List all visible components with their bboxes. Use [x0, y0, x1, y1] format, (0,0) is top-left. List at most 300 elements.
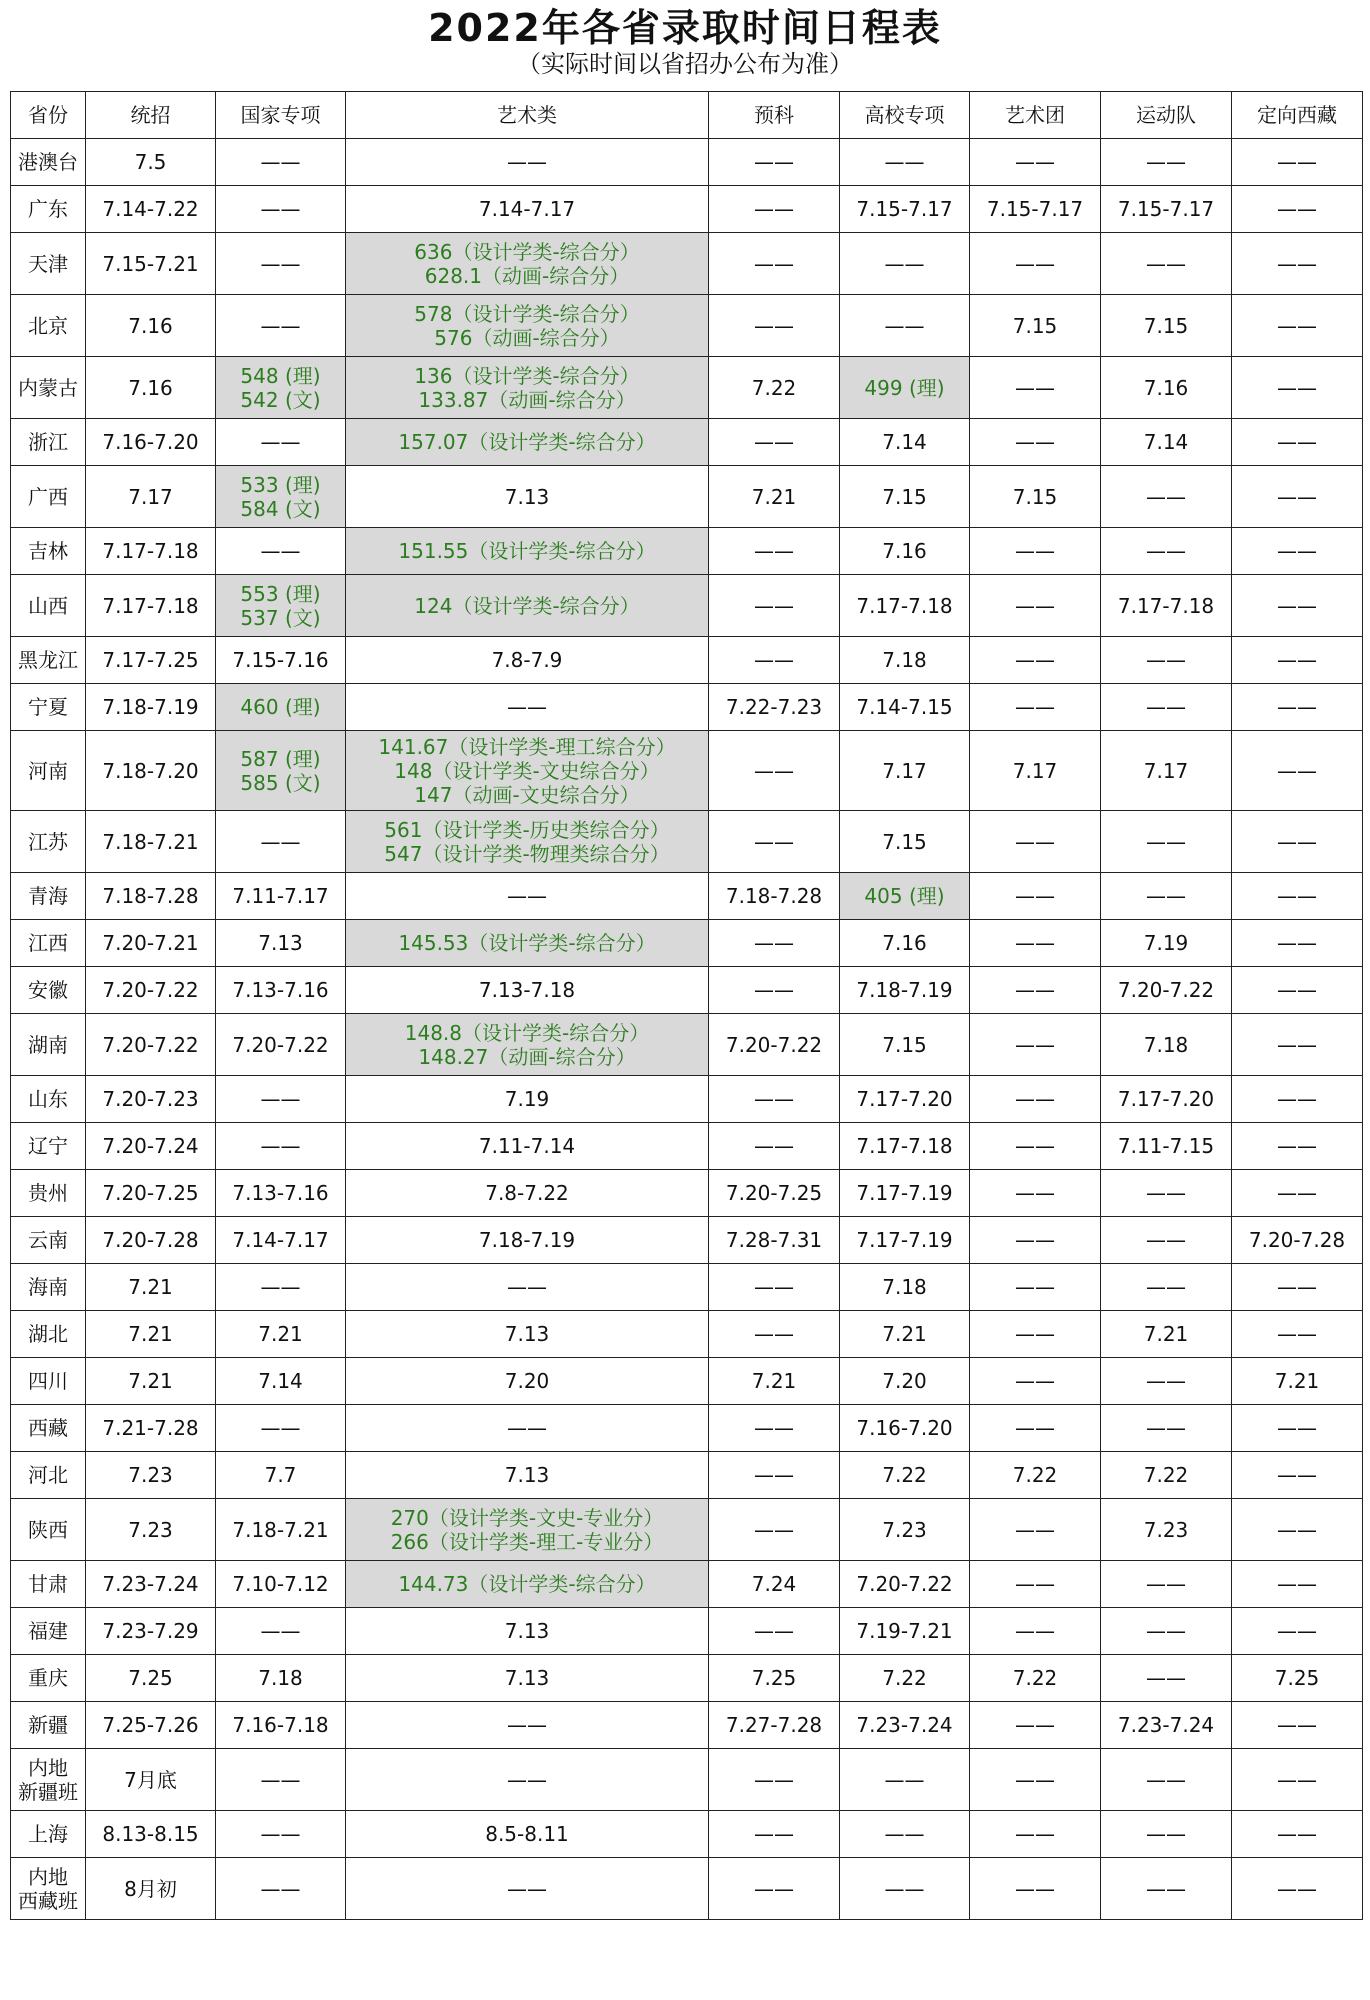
tibet-directed-cell	[1232, 1858, 1363, 1920]
general-cell	[86, 731, 216, 811]
tibet-directed-cell	[1232, 637, 1363, 684]
national-special-cell	[216, 1608, 346, 1655]
university-special-cell	[840, 295, 970, 357]
national-special-cell	[216, 967, 346, 1014]
cell-text: ——	[1015, 1228, 1055, 1252]
cell-text: ——	[1277, 1087, 1317, 1111]
cell-text: 7.20-7.22	[725, 1032, 823, 1057]
cell-text: ——	[754, 1322, 794, 1346]
table-body	[11, 139, 1363, 1920]
province-name: 四川	[28, 1369, 68, 1393]
general-cell	[86, 1217, 216, 1264]
cell-text: 7.27-7.28	[725, 1713, 823, 1737]
cell-text: ——	[1277, 1572, 1317, 1596]
cell-text: ——	[1277, 430, 1317, 454]
cell-text: 7.14-7.15	[856, 695, 953, 719]
province-cell	[11, 1561, 86, 1608]
cell-text: 7.15	[882, 1032, 927, 1057]
art-troupe-cell	[970, 233, 1101, 295]
general-cell	[86, 1123, 216, 1170]
preparatory-cell	[709, 1014, 840, 1076]
cell-text: 7.7	[264, 1463, 297, 1487]
cell-text: 7.16	[1143, 375, 1189, 400]
general-cell	[86, 233, 216, 295]
cell-text: ——	[1277, 539, 1317, 563]
general-cell	[86, 1811, 216, 1858]
cell-text: 7.22	[1012, 1463, 1058, 1487]
cell-text: ——	[1277, 884, 1317, 908]
preparatory-cell	[709, 1123, 840, 1170]
national-special-cell	[216, 1499, 346, 1561]
cell-text: 7.17-7.19	[856, 1228, 953, 1252]
cell-text: ——	[1146, 1666, 1186, 1690]
table-row	[11, 1452, 1363, 1499]
tibet-directed-cell	[1232, 1170, 1363, 1217]
cell-text: 7.8-7.22	[485, 1181, 569, 1205]
national-special-cell	[216, 357, 346, 419]
cell-text: 7.23	[1143, 1517, 1189, 1542]
art-troupe-cell	[970, 1076, 1101, 1123]
province-cell	[11, 1702, 86, 1749]
cell-text: 7.23-7.24	[1117, 1713, 1215, 1737]
general-cell	[86, 419, 216, 466]
general-cell	[86, 295, 216, 357]
cell-text: ——	[754, 978, 794, 1002]
cell-text: 7.23	[128, 1463, 173, 1487]
cell-text: 270（设计学类-文史-专业分）	[390, 1505, 664, 1530]
sports-team-cell	[1101, 1858, 1232, 1920]
cell-text: ——	[1277, 313, 1317, 338]
cell-text: ——	[1015, 978, 1055, 1002]
university-special-cell	[840, 1608, 970, 1655]
arts-cell	[346, 295, 709, 357]
cell-text: ——	[1015, 1322, 1055, 1346]
national-special-cell	[216, 295, 346, 357]
tibet-directed-cell	[1232, 1123, 1363, 1170]
university-special-cell	[840, 1217, 970, 1264]
general-cell	[86, 1858, 216, 1920]
cell-text: ——	[1015, 593, 1055, 618]
cell-text: ——	[1146, 484, 1186, 509]
cell-text: 405 (理)	[864, 884, 945, 908]
arts-cell	[346, 811, 709, 873]
national-special-cell	[216, 684, 346, 731]
cell-text: 584 (文)	[240, 496, 321, 521]
cell-text: 7.20-7.28	[102, 1228, 199, 1252]
province-cell	[11, 466, 86, 528]
cell-text: 7.18-7.19	[856, 978, 953, 1002]
national-special-cell	[216, 139, 346, 186]
cell-text: ——	[1277, 1134, 1317, 1158]
cell-text: 7.20-7.22	[1117, 978, 1215, 1002]
preparatory-cell	[709, 1358, 840, 1405]
cell-text: 7.15-7.17	[856, 197, 953, 221]
general-cell	[86, 637, 216, 684]
cell-text: 148.27（动画-综合分）	[418, 1044, 636, 1069]
art-troupe-cell	[970, 1608, 1101, 1655]
cell-text: ——	[1015, 150, 1055, 174]
province-cell	[11, 528, 86, 575]
cell-text: 7.25	[751, 1666, 797, 1690]
cell-text: 133.87（动画-综合分）	[418, 387, 636, 412]
province-cell	[11, 233, 86, 295]
art-troupe-cell	[970, 575, 1101, 637]
tibet-directed-cell	[1232, 1655, 1363, 1702]
cell-text: ——	[1277, 1322, 1317, 1346]
university-special-cell	[840, 1123, 970, 1170]
cell-text: ——	[507, 1876, 547, 1901]
cell-text: ——	[754, 150, 794, 174]
art-troupe-cell	[970, 684, 1101, 731]
province-cell	[11, 1655, 86, 1702]
preparatory-cell	[709, 139, 840, 186]
national-special-cell	[216, 575, 346, 637]
preparatory-cell	[709, 186, 840, 233]
cell-text: ——	[1015, 1032, 1055, 1057]
cell-text: 7.14	[258, 1369, 303, 1393]
sports-team-cell	[1101, 1311, 1232, 1358]
national-special-cell	[216, 1311, 346, 1358]
cell-text: ——	[754, 1619, 794, 1643]
cell-text: 7.18-7.19	[478, 1228, 576, 1252]
province-cell	[11, 357, 86, 419]
province-name: 青海	[28, 884, 68, 908]
university-special-cell	[840, 528, 970, 575]
cell-text: 7.11-7.14	[478, 1134, 576, 1158]
province-cell	[11, 1311, 86, 1358]
province-name: 广西	[28, 484, 68, 509]
province-name: 河北	[28, 1463, 68, 1487]
preparatory-cell	[709, 1858, 840, 1920]
cell-text: 7.21	[128, 1322, 173, 1346]
cell-text: ——	[754, 1275, 794, 1299]
cell-text: ——	[507, 884, 547, 908]
table-row	[11, 233, 1363, 295]
province-name: 宁夏	[28, 695, 68, 719]
cell-text: 576（动画-综合分）	[434, 325, 620, 350]
general-cell	[86, 1405, 216, 1452]
cell-text: 7.20	[504, 1369, 550, 1393]
province-name: 湖南	[28, 1032, 68, 1057]
cell-text: 7.20-7.24	[102, 1134, 199, 1158]
cell-text: ——	[1015, 375, 1055, 400]
arts-cell	[346, 528, 709, 575]
cell-text: ——	[884, 1767, 925, 1792]
tibet-directed-cell	[1232, 1217, 1363, 1264]
general-cell	[86, 873, 216, 920]
cell-text: ——	[754, 931, 794, 955]
cell-text: 7.15-7.21	[102, 251, 199, 276]
province-cell	[11, 1170, 86, 1217]
tibet-directed-cell	[1232, 186, 1363, 233]
col-header-university-special: 高校专项	[840, 92, 970, 139]
national-special-cell	[216, 186, 346, 233]
sports-team-cell	[1101, 1452, 1232, 1499]
tibet-directed-cell	[1232, 684, 1363, 731]
arts-cell	[346, 1405, 709, 1452]
cell-text: ——	[1277, 1713, 1317, 1737]
sports-team-cell	[1101, 1358, 1232, 1405]
preparatory-cell	[709, 920, 840, 967]
cell-text: ——	[1146, 539, 1186, 563]
cell-text: ——	[754, 758, 794, 783]
art-troupe-cell	[970, 419, 1101, 466]
cell-text: ——	[507, 150, 547, 174]
province-cell	[11, 575, 86, 637]
art-troupe-cell	[970, 1858, 1101, 1920]
university-special-cell	[840, 357, 970, 419]
cell-text: ——	[260, 1876, 301, 1901]
cell-text: ——	[1015, 1517, 1055, 1542]
general-cell	[86, 1702, 216, 1749]
cell-text: 7.17-7.20	[1117, 1087, 1215, 1111]
cell-text: 7.16	[128, 375, 173, 400]
cell-text: ——	[754, 593, 794, 618]
province-name: 江西	[28, 931, 68, 955]
university-special-cell	[840, 419, 970, 466]
cell-text: 136（设计学类-综合分）	[414, 363, 640, 388]
sports-team-cell	[1101, 1749, 1232, 1811]
preparatory-cell	[709, 357, 840, 419]
national-special-cell	[216, 1858, 346, 1920]
cell-text: 7.17	[882, 758, 927, 783]
cell-text: 636（设计学类-综合分）	[414, 239, 640, 264]
arts-cell	[346, 873, 709, 920]
general-cell	[86, 357, 216, 419]
cell-text: ——	[1146, 1822, 1186, 1846]
preparatory-cell	[709, 233, 840, 295]
cell-text: ——	[1015, 829, 1055, 854]
cell-text: 7.15	[1012, 313, 1058, 338]
cell-text: ——	[1146, 1876, 1186, 1901]
province-name: 甘肃	[28, 1572, 68, 1596]
province-name: 山东	[28, 1087, 68, 1111]
cell-text: ——	[260, 430, 301, 454]
cell-text: 7.16-7.20	[102, 430, 199, 454]
province-cell	[11, 1264, 86, 1311]
cell-text: 7.16	[882, 931, 927, 955]
preparatory-cell	[709, 1311, 840, 1358]
art-troupe-cell	[970, 1123, 1101, 1170]
national-special-cell	[216, 419, 346, 466]
cell-text: ——	[754, 829, 794, 854]
cell-text: ——	[1146, 1572, 1186, 1596]
art-troupe-cell	[970, 1655, 1101, 1702]
province-name: 西藏	[28, 1416, 68, 1440]
university-special-cell	[840, 466, 970, 528]
university-special-cell	[840, 186, 970, 233]
province-cell	[11, 1858, 86, 1920]
cell-text: ——	[754, 1087, 794, 1111]
general-cell	[86, 1311, 216, 1358]
arts-cell	[346, 1014, 709, 1076]
header-row	[11, 92, 1363, 139]
university-special-cell	[840, 920, 970, 967]
cell-text: ——	[1277, 1619, 1317, 1643]
art-troupe-cell	[970, 186, 1101, 233]
table-row	[11, 1749, 1363, 1811]
province-name: 吉林	[28, 539, 68, 563]
tibet-directed-cell	[1232, 920, 1363, 967]
tibet-directed-cell	[1232, 1311, 1363, 1358]
art-troupe-cell	[970, 528, 1101, 575]
cell-text: ——	[1277, 1517, 1317, 1542]
arts-cell	[346, 357, 709, 419]
university-special-cell	[840, 637, 970, 684]
cell-text: 7.23-7.29	[102, 1619, 199, 1643]
sports-team-cell	[1101, 920, 1232, 967]
art-troupe-cell	[970, 920, 1101, 967]
cell-text: 7.20-7.22	[102, 1032, 199, 1057]
cell-text: 7.15-7.16	[232, 648, 329, 672]
cell-text: ——	[754, 1876, 794, 1901]
tibet-directed-cell	[1232, 1358, 1363, 1405]
national-special-cell	[216, 637, 346, 684]
cell-text: ——	[754, 430, 794, 454]
national-special-cell	[216, 731, 346, 811]
tibet-directed-cell	[1232, 1702, 1363, 1749]
table-row	[11, 967, 1363, 1014]
cell-text: 7.11-7.17	[232, 884, 329, 908]
province-cell	[11, 1499, 86, 1561]
preparatory-cell	[709, 731, 840, 811]
page-title: 2022年各省录取时间日程表	[428, 6, 942, 50]
table-row	[11, 1311, 1363, 1358]
cell-text: ——	[1277, 758, 1317, 783]
cell-text: 7.18-7.21	[232, 1517, 329, 1542]
cell-text: 7.17-7.25	[102, 648, 199, 672]
sports-team-cell	[1101, 186, 1232, 233]
sports-team-cell	[1101, 637, 1232, 684]
col-header-general: 统招	[86, 92, 216, 139]
province-cell	[11, 811, 86, 873]
cell-text: ——	[507, 1713, 547, 1737]
art-troupe-cell	[970, 967, 1101, 1014]
art-troupe-cell	[970, 1264, 1101, 1311]
cell-text: 7.15	[1143, 313, 1189, 338]
cell-text: 7.15	[1012, 484, 1058, 509]
cell-text: 145.53（设计学类-综合分）	[398, 931, 656, 955]
tibet-directed-cell	[1232, 1608, 1363, 1655]
province-cell	[11, 1076, 86, 1123]
cell-text: 7.17-7.18	[102, 593, 199, 618]
province-name: 重庆	[28, 1666, 68, 1690]
tibet-directed-cell	[1232, 295, 1363, 357]
cell-text: 7.13	[504, 1322, 550, 1346]
cell-text: ——	[754, 539, 794, 563]
cell-text: 7.22	[882, 1463, 927, 1487]
cell-text: ——	[260, 1767, 301, 1792]
province-cell	[11, 873, 86, 920]
cell-text: 7.13	[258, 931, 303, 955]
preparatory-cell	[709, 1217, 840, 1264]
cell-text: ——	[1277, 1032, 1317, 1057]
arts-cell	[346, 466, 709, 528]
university-special-cell	[840, 1749, 970, 1811]
cell-text: 553 (理)	[240, 581, 321, 606]
cell-text: 7.23	[128, 1517, 173, 1542]
university-special-cell	[840, 731, 970, 811]
cell-text: 7.21	[882, 1322, 927, 1346]
cell-text: 7.20	[882, 1369, 927, 1393]
col-header-arts: 艺术类	[346, 92, 709, 139]
table-row	[11, 1217, 1363, 1264]
cell-text: 7.18-7.21	[102, 829, 199, 854]
province-cell	[11, 186, 86, 233]
sports-team-cell	[1101, 873, 1232, 920]
cell-text: 7.23-7.24	[856, 1713, 953, 1737]
cell-text: ——	[1146, 251, 1186, 276]
cell-text: 7.14-7.22	[102, 197, 199, 221]
preparatory-cell	[709, 295, 840, 357]
cell-text: 578（设计学类-综合分）	[414, 301, 640, 326]
cell-text: ——	[1277, 829, 1317, 854]
province-cell	[11, 1405, 86, 1452]
national-special-cell	[216, 1076, 346, 1123]
cell-text: 141.67（设计学类-理工综合分）	[378, 734, 676, 759]
arts-cell	[346, 1217, 709, 1264]
cell-text: 7.18-7.20	[102, 758, 199, 783]
national-special-cell	[216, 1749, 346, 1811]
province-name: 新疆	[28, 1713, 68, 1737]
arts-cell	[346, 920, 709, 967]
art-troupe-cell	[970, 466, 1101, 528]
cell-text: 7.17	[1143, 758, 1189, 783]
national-special-cell	[216, 920, 346, 967]
cell-text: ——	[1146, 1228, 1186, 1252]
arts-cell	[346, 1811, 709, 1858]
cell-text: 7.23	[882, 1517, 927, 1542]
university-special-cell	[840, 1561, 970, 1608]
national-special-cell	[216, 1811, 346, 1858]
cell-text: 7.22	[1143, 1463, 1189, 1487]
cell-text: 548 (理)	[240, 363, 321, 388]
cell-text: ——	[1277, 1275, 1317, 1299]
sports-team-cell	[1101, 1561, 1232, 1608]
arts-cell	[346, 139, 709, 186]
cell-text: ——	[1277, 1463, 1317, 1487]
cell-text: 7.20-7.23	[102, 1087, 199, 1111]
cell-text: ——	[1015, 430, 1055, 454]
tibet-directed-cell	[1232, 873, 1363, 920]
cell-text: 7.18-7.28	[102, 884, 199, 908]
general-cell	[86, 1358, 216, 1405]
province-cell	[11, 419, 86, 466]
tibet-directed-cell	[1232, 731, 1363, 811]
cell-text: 7.22	[882, 1666, 927, 1690]
cell-text: ——	[1146, 1416, 1186, 1440]
table-row	[11, 1499, 1363, 1561]
general-cell	[86, 1499, 216, 1561]
cell-text: 7.17-7.19	[856, 1181, 953, 1205]
arts-cell	[346, 1123, 709, 1170]
cell-text: 547（设计学类-物理类综合分）	[384, 841, 670, 866]
province-name: 湖北	[28, 1322, 68, 1346]
col-header-national-special: 国家专项	[216, 92, 346, 139]
table-row	[11, 295, 1363, 357]
university-special-cell	[840, 967, 970, 1014]
province-name: 山西	[28, 593, 68, 618]
cell-text: ——	[1146, 150, 1186, 174]
cell-text: ——	[1015, 1572, 1055, 1596]
cell-text: 7.21	[258, 1322, 303, 1346]
cell-text: 7.17-7.18	[856, 593, 953, 618]
province-cell	[11, 139, 86, 186]
province-cell	[11, 967, 86, 1014]
cell-text: 148.8（设计学类-综合分）	[404, 1020, 650, 1045]
general-cell	[86, 186, 216, 233]
province-name: 安徽	[28, 978, 68, 1002]
